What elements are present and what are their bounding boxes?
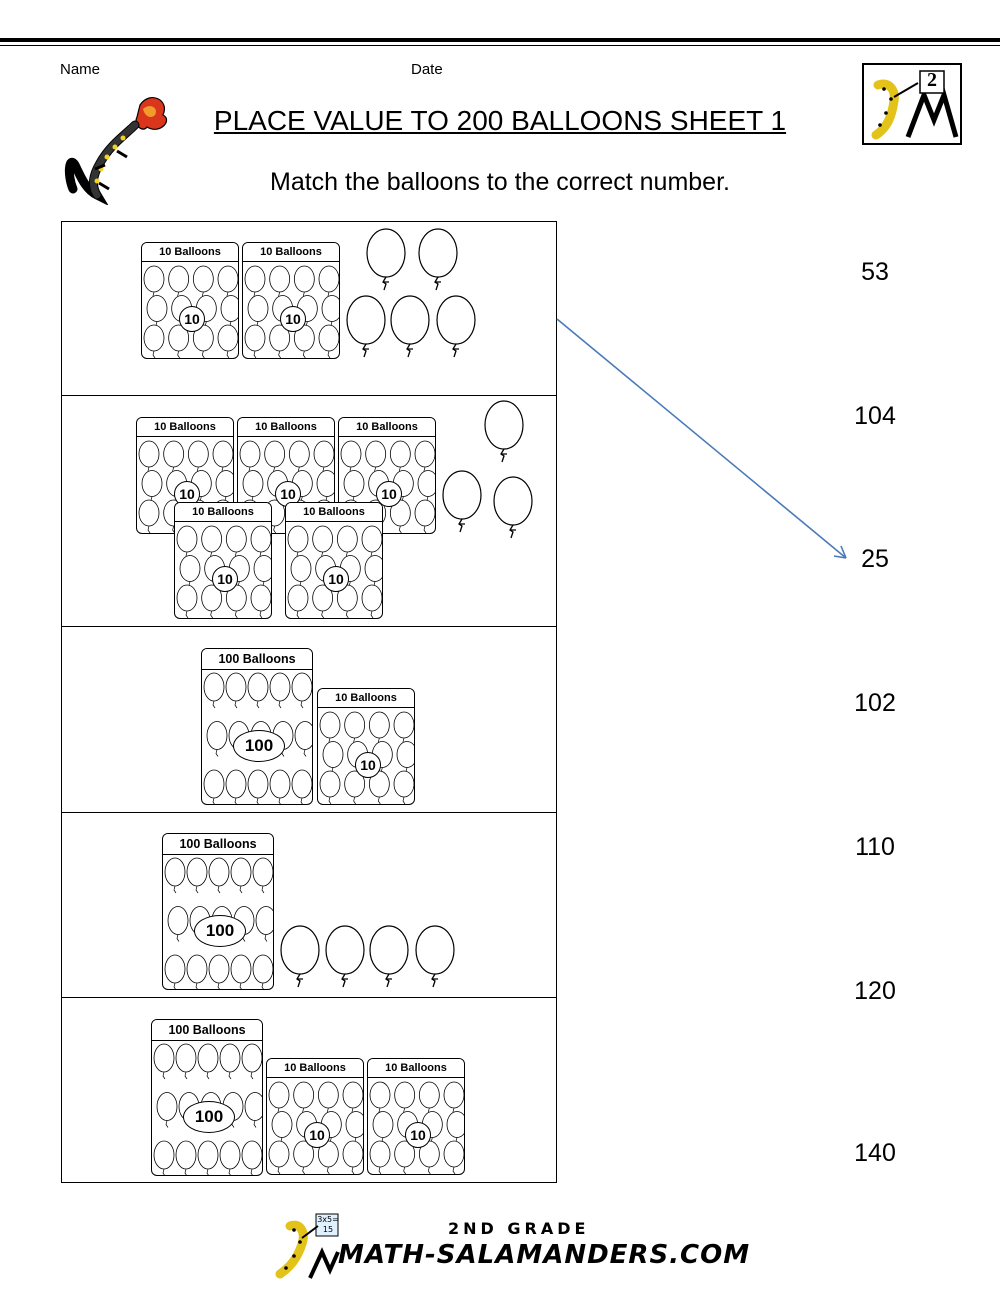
bag-label: 10 Balloons <box>339 418 435 437</box>
bag-count-value: 10 <box>174 481 200 507</box>
bag-label: 100 Balloons <box>163 834 273 855</box>
answer-number[interactable]: 110 <box>855 833 895 861</box>
footer-grade: 2ND GRADE <box>448 1219 590 1238</box>
worksheet-title: PLACE VALUE TO 200 BALLOONS SHEET 1 <box>213 105 787 136</box>
bag-count-value: 10 <box>212 566 238 592</box>
bag-label: 10 Balloons <box>175 503 271 522</box>
bag-count-value: 100 <box>233 730 285 762</box>
bag-count-value: 100 <box>194 915 246 947</box>
bag-label: 10 Balloons <box>142 243 238 262</box>
bag-label: 100 Balloons <box>202 649 312 670</box>
name-label: Name <box>60 61 101 78</box>
bag-count-value: 10 <box>275 481 301 507</box>
bag-label: 10 Balloons <box>286 503 382 522</box>
bag-count-value: 10 <box>304 1122 330 1148</box>
answer-number[interactable]: 53 <box>861 258 889 286</box>
bag-label: 10 Balloons <box>243 243 339 262</box>
worksheet-instruction: Match the balloons to the correct number. <box>270 168 730 196</box>
logo-grade-number: 2 <box>927 69 937 91</box>
bag-label: 100 Balloons <box>152 1020 262 1041</box>
bag-count-value: 10 <box>280 306 306 332</box>
answer-number[interactable]: 120 <box>854 977 896 1005</box>
bag-count-value: 10 <box>355 752 381 778</box>
bag-label: 10 Balloons <box>368 1059 464 1078</box>
bag-label: 10 Balloons <box>238 418 334 437</box>
bag-count-value: 10 <box>405 1122 431 1148</box>
answer-number[interactable]: 102 <box>854 689 896 717</box>
bag-count-value: 10 <box>323 566 349 592</box>
footer-site: MATH-SALAMANDERS.COM <box>338 1240 751 1270</box>
answer-number[interactable]: 25 <box>861 545 889 573</box>
bag-count-value: 10 <box>376 481 402 507</box>
bag-count-value: 100 <box>183 1101 235 1133</box>
date-label: Date <box>411 61 443 78</box>
bag-count-value: 10 <box>179 306 205 332</box>
footer-badge: 3x5= 15 <box>317 1215 339 1234</box>
answer-number[interactable]: 104 <box>854 402 896 430</box>
bag-label: 10 Balloons <box>267 1059 363 1078</box>
bag-label: 10 Balloons <box>137 418 233 437</box>
bag-label: 10 Balloons <box>318 689 414 708</box>
answer-number[interactable]: 140 <box>854 1139 896 1167</box>
